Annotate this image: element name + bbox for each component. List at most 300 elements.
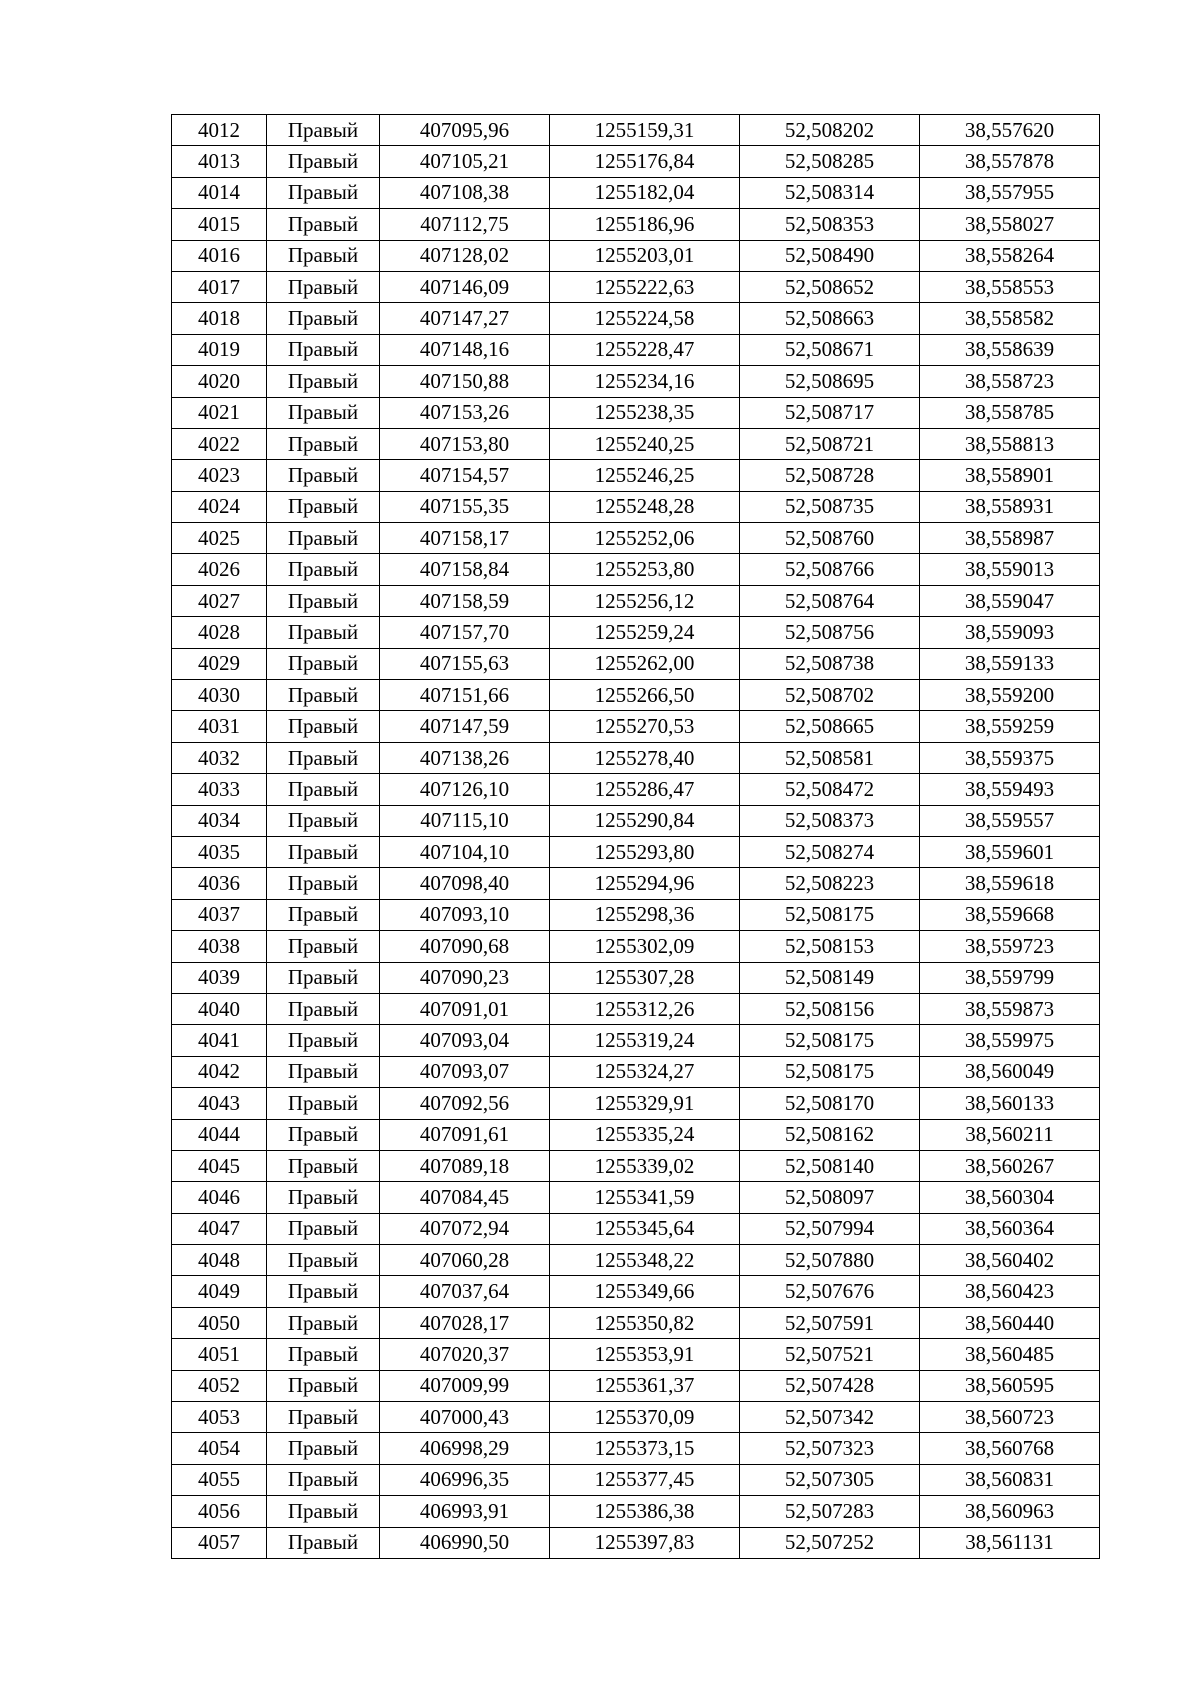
side-cell: Правый <box>267 1527 380 1558</box>
y-coordinate-cell: 1255259,24 <box>550 617 740 648</box>
x-coordinate-cell: 407126,10 <box>380 774 550 805</box>
table-row <box>172 1119 1100 1150</box>
x-coordinate-cell: 407158,84 <box>380 554 550 585</box>
x-coordinate-cell: 407147,27 <box>380 303 550 334</box>
table-row <box>172 805 1100 836</box>
table-row <box>172 460 1100 491</box>
y-coordinate-cell: 1255329,91 <box>550 1088 740 1119</box>
longitude-cell: 38,558901 <box>920 460 1100 491</box>
longitude-cell: 38,558931 <box>920 491 1100 522</box>
y-coordinate-cell: 1255266,50 <box>550 680 740 711</box>
table-row <box>172 303 1100 334</box>
latitude-cell: 52,507521 <box>740 1339 920 1370</box>
table-row <box>172 836 1100 867</box>
table-row <box>172 711 1100 742</box>
point-number-cell: 4014 <box>172 177 267 208</box>
point-number-cell: 4034 <box>172 805 267 836</box>
longitude-cell: 38,559668 <box>920 899 1100 930</box>
longitude-cell: 38,559200 <box>920 680 1100 711</box>
y-coordinate-cell: 1255294,96 <box>550 868 740 899</box>
longitude-cell: 38,558582 <box>920 303 1100 334</box>
x-coordinate-cell: 407092,56 <box>380 1088 550 1119</box>
latitude-cell: 52,508223 <box>740 868 920 899</box>
table-row <box>172 742 1100 773</box>
side-cell: Правый <box>267 1119 380 1150</box>
coordinates-table-body <box>172 115 1100 1559</box>
side-cell: Правый <box>267 805 380 836</box>
longitude-cell: 38,560831 <box>920 1464 1100 1495</box>
latitude-cell: 52,508285 <box>740 146 920 177</box>
table-row <box>172 1213 1100 1244</box>
latitude-cell: 52,507880 <box>740 1245 920 1276</box>
x-coordinate-cell: 407084,45 <box>380 1182 550 1213</box>
x-coordinate-cell: 407108,38 <box>380 177 550 208</box>
point-number-cell: 4040 <box>172 993 267 1024</box>
table-row <box>172 680 1100 711</box>
point-number-cell: 4054 <box>172 1433 267 1464</box>
side-cell: Правый <box>267 774 380 805</box>
point-number-cell: 4020 <box>172 366 267 397</box>
latitude-cell: 52,507591 <box>740 1307 920 1338</box>
table-row <box>172 1433 1100 1464</box>
y-coordinate-cell: 1255350,82 <box>550 1307 740 1338</box>
latitude-cell: 52,508097 <box>740 1182 920 1213</box>
longitude-cell: 38,559375 <box>920 742 1100 773</box>
longitude-cell: 38,560963 <box>920 1496 1100 1527</box>
x-coordinate-cell: 407009,99 <box>380 1370 550 1401</box>
y-coordinate-cell: 1255248,28 <box>550 491 740 522</box>
point-number-cell: 4053 <box>172 1402 267 1433</box>
x-coordinate-cell: 407158,17 <box>380 523 550 554</box>
table-row <box>172 648 1100 679</box>
side-cell: Правый <box>267 334 380 365</box>
point-number-cell: 4025 <box>172 523 267 554</box>
point-number-cell: 4044 <box>172 1119 267 1150</box>
y-coordinate-cell: 1255339,02 <box>550 1150 740 1181</box>
latitude-cell: 52,508581 <box>740 742 920 773</box>
table-row <box>172 523 1100 554</box>
longitude-cell: 38,560423 <box>920 1276 1100 1307</box>
latitude-cell: 52,508153 <box>740 931 920 962</box>
table-row <box>172 366 1100 397</box>
latitude-cell: 52,508175 <box>740 1056 920 1087</box>
longitude-cell: 38,559493 <box>920 774 1100 805</box>
longitude-cell: 38,558639 <box>920 334 1100 365</box>
x-coordinate-cell: 407104,10 <box>380 836 550 867</box>
x-coordinate-cell: 407153,26 <box>380 397 550 428</box>
table-row <box>172 240 1100 271</box>
x-coordinate-cell: 407091,01 <box>380 993 550 1024</box>
side-cell: Правый <box>267 1245 380 1276</box>
x-coordinate-cell: 407148,16 <box>380 334 550 365</box>
side-cell: Правый <box>267 1088 380 1119</box>
table-row <box>172 1307 1100 1338</box>
latitude-cell: 52,508175 <box>740 899 920 930</box>
table-row <box>172 1464 1100 1495</box>
side-cell: Правый <box>267 993 380 1024</box>
y-coordinate-cell: 1255234,16 <box>550 366 740 397</box>
y-coordinate-cell: 1255302,09 <box>550 931 740 962</box>
longitude-cell: 38,559259 <box>920 711 1100 742</box>
point-number-cell: 4056 <box>172 1496 267 1527</box>
longitude-cell: 38,559093 <box>920 617 1100 648</box>
latitude-cell: 52,508170 <box>740 1088 920 1119</box>
latitude-cell: 52,507994 <box>740 1213 920 1244</box>
x-coordinate-cell: 407060,28 <box>380 1245 550 1276</box>
latitude-cell: 52,507323 <box>740 1433 920 1464</box>
x-coordinate-cell: 407028,17 <box>380 1307 550 1338</box>
y-coordinate-cell: 1255159,31 <box>550 115 740 146</box>
x-coordinate-cell: 407105,21 <box>380 146 550 177</box>
y-coordinate-cell: 1255256,12 <box>550 585 740 616</box>
latitude-cell: 52,508766 <box>740 554 920 585</box>
y-coordinate-cell: 1255370,09 <box>550 1402 740 1433</box>
side-cell: Правый <box>267 271 380 302</box>
longitude-cell: 38,560402 <box>920 1245 1100 1276</box>
latitude-cell: 52,508175 <box>740 1025 920 1056</box>
table-row <box>172 868 1100 899</box>
point-number-cell: 4013 <box>172 146 267 177</box>
x-coordinate-cell: 406990,50 <box>380 1527 550 1558</box>
point-number-cell: 4035 <box>172 836 267 867</box>
point-number-cell: 4055 <box>172 1464 267 1495</box>
side-cell: Правый <box>267 240 380 271</box>
side-cell: Правый <box>267 1496 380 1527</box>
table-row <box>172 899 1100 930</box>
side-cell: Правый <box>267 868 380 899</box>
table-row <box>172 617 1100 648</box>
y-coordinate-cell: 1255182,04 <box>550 177 740 208</box>
latitude-cell: 52,508728 <box>740 460 920 491</box>
x-coordinate-cell: 407090,23 <box>380 962 550 993</box>
side-cell: Правый <box>267 836 380 867</box>
side-cell: Правый <box>267 931 380 962</box>
side-cell: Правый <box>267 115 380 146</box>
table-row <box>172 962 1100 993</box>
side-cell: Правый <box>267 366 380 397</box>
longitude-cell: 38,560485 <box>920 1339 1100 1370</box>
latitude-cell: 52,508202 <box>740 115 920 146</box>
x-coordinate-cell: 407147,59 <box>380 711 550 742</box>
y-coordinate-cell: 1255246,25 <box>550 460 740 491</box>
latitude-cell: 52,508738 <box>740 648 920 679</box>
point-number-cell: 4037 <box>172 899 267 930</box>
longitude-cell: 38,560304 <box>920 1182 1100 1213</box>
longitude-cell: 38,558264 <box>920 240 1100 271</box>
table-row <box>172 1150 1100 1181</box>
latitude-cell: 52,508665 <box>740 711 920 742</box>
y-coordinate-cell: 1255377,45 <box>550 1464 740 1495</box>
side-cell: Правый <box>267 397 380 428</box>
point-number-cell: 4019 <box>172 334 267 365</box>
latitude-cell: 52,508162 <box>740 1119 920 1150</box>
side-cell: Правый <box>267 209 380 240</box>
longitude-cell: 38,560211 <box>920 1119 1100 1150</box>
longitude-cell: 38,559133 <box>920 648 1100 679</box>
latitude-cell: 52,508472 <box>740 774 920 805</box>
y-coordinate-cell: 1255252,06 <box>550 523 740 554</box>
table-row <box>172 334 1100 365</box>
side-cell: Правый <box>267 1339 380 1370</box>
point-number-cell: 4052 <box>172 1370 267 1401</box>
latitude-cell: 52,508717 <box>740 397 920 428</box>
latitude-cell: 52,507342 <box>740 1402 920 1433</box>
point-number-cell: 4050 <box>172 1307 267 1338</box>
y-coordinate-cell: 1255335,24 <box>550 1119 740 1150</box>
latitude-cell: 52,508764 <box>740 585 920 616</box>
table-row <box>172 491 1100 522</box>
table-row <box>172 1276 1100 1307</box>
longitude-cell: 38,558027 <box>920 209 1100 240</box>
point-number-cell: 4032 <box>172 742 267 773</box>
y-coordinate-cell: 1255222,63 <box>550 271 740 302</box>
y-coordinate-cell: 1255262,00 <box>550 648 740 679</box>
latitude-cell: 52,508373 <box>740 805 920 836</box>
side-cell: Правый <box>267 1464 380 1495</box>
side-cell: Правый <box>267 648 380 679</box>
table-row <box>172 271 1100 302</box>
point-number-cell: 4021 <box>172 397 267 428</box>
y-coordinate-cell: 1255397,83 <box>550 1527 740 1558</box>
side-cell: Правый <box>267 962 380 993</box>
point-number-cell: 4057 <box>172 1527 267 1558</box>
side-cell: Правый <box>267 711 380 742</box>
x-coordinate-cell: 407112,75 <box>380 209 550 240</box>
y-coordinate-cell: 1255345,64 <box>550 1213 740 1244</box>
x-coordinate-cell: 407155,63 <box>380 648 550 679</box>
longitude-cell: 38,561131 <box>920 1527 1100 1558</box>
x-coordinate-cell: 406993,91 <box>380 1496 550 1527</box>
x-coordinate-cell: 407020,37 <box>380 1339 550 1370</box>
side-cell: Правый <box>267 1307 380 1338</box>
x-coordinate-cell: 407157,70 <box>380 617 550 648</box>
point-number-cell: 4028 <box>172 617 267 648</box>
y-coordinate-cell: 1255341,59 <box>550 1182 740 1213</box>
y-coordinate-cell: 1255324,27 <box>550 1056 740 1087</box>
longitude-cell: 38,559618 <box>920 868 1100 899</box>
y-coordinate-cell: 1255253,80 <box>550 554 740 585</box>
side-cell: Правый <box>267 428 380 459</box>
longitude-cell: 38,560049 <box>920 1056 1100 1087</box>
table-row <box>172 993 1100 1024</box>
side-cell: Правый <box>267 899 380 930</box>
x-coordinate-cell: 407090,68 <box>380 931 550 962</box>
latitude-cell: 52,507676 <box>740 1276 920 1307</box>
table-row <box>172 1370 1100 1401</box>
point-number-cell: 4045 <box>172 1150 267 1181</box>
table-row <box>172 1402 1100 1433</box>
latitude-cell: 52,508735 <box>740 491 920 522</box>
point-number-cell: 4029 <box>172 648 267 679</box>
y-coordinate-cell: 1255373,15 <box>550 1433 740 1464</box>
side-cell: Правый <box>267 177 380 208</box>
y-coordinate-cell: 1255349,66 <box>550 1276 740 1307</box>
side-cell: Правый <box>267 1182 380 1213</box>
longitude-cell: 38,559013 <box>920 554 1100 585</box>
table-row <box>172 1025 1100 1056</box>
point-number-cell: 4038 <box>172 931 267 962</box>
longitude-cell: 38,559799 <box>920 962 1100 993</box>
y-coordinate-cell: 1255307,28 <box>550 962 740 993</box>
x-coordinate-cell: 407000,43 <box>380 1402 550 1433</box>
table-row <box>172 774 1100 805</box>
latitude-cell: 52,508140 <box>740 1150 920 1181</box>
table-row <box>172 1339 1100 1370</box>
x-coordinate-cell: 406998,29 <box>380 1433 550 1464</box>
y-coordinate-cell: 1255293,80 <box>550 836 740 867</box>
point-number-cell: 4012 <box>172 115 267 146</box>
longitude-cell: 38,560723 <box>920 1402 1100 1433</box>
point-number-cell: 4017 <box>172 271 267 302</box>
longitude-cell: 38,560133 <box>920 1088 1100 1119</box>
y-coordinate-cell: 1255348,22 <box>550 1245 740 1276</box>
latitude-cell: 52,507252 <box>740 1527 920 1558</box>
y-coordinate-cell: 1255386,38 <box>550 1496 740 1527</box>
longitude-cell: 38,560364 <box>920 1213 1100 1244</box>
latitude-cell: 52,508490 <box>740 240 920 271</box>
point-number-cell: 4041 <box>172 1025 267 1056</box>
point-number-cell: 4015 <box>172 209 267 240</box>
x-coordinate-cell: 407091,61 <box>380 1119 550 1150</box>
longitude-cell: 38,557620 <box>920 115 1100 146</box>
table-row <box>172 1088 1100 1119</box>
latitude-cell: 52,507428 <box>740 1370 920 1401</box>
y-coordinate-cell: 1255186,96 <box>550 209 740 240</box>
y-coordinate-cell: 1255176,84 <box>550 146 740 177</box>
side-cell: Правый <box>267 680 380 711</box>
longitude-cell: 38,560595 <box>920 1370 1100 1401</box>
x-coordinate-cell: 407098,40 <box>380 868 550 899</box>
longitude-cell: 38,559047 <box>920 585 1100 616</box>
latitude-cell: 52,508149 <box>740 962 920 993</box>
table-row <box>172 1496 1100 1527</box>
side-cell: Правый <box>267 491 380 522</box>
y-coordinate-cell: 1255319,24 <box>550 1025 740 1056</box>
longitude-cell: 38,558813 <box>920 428 1100 459</box>
x-coordinate-cell: 407093,10 <box>380 899 550 930</box>
side-cell: Правый <box>267 1370 380 1401</box>
point-number-cell: 4047 <box>172 1213 267 1244</box>
longitude-cell: 38,560440 <box>920 1307 1100 1338</box>
y-coordinate-cell: 1255361,37 <box>550 1370 740 1401</box>
table-row <box>172 931 1100 962</box>
point-number-cell: 4018 <box>172 303 267 334</box>
point-number-cell: 4048 <box>172 1245 267 1276</box>
latitude-cell: 52,508156 <box>740 993 920 1024</box>
side-cell: Правый <box>267 1056 380 1087</box>
longitude-cell: 38,559873 <box>920 993 1100 1024</box>
side-cell: Правый <box>267 146 380 177</box>
side-cell: Правый <box>267 742 380 773</box>
longitude-cell: 38,558785 <box>920 397 1100 428</box>
y-coordinate-cell: 1255353,91 <box>550 1339 740 1370</box>
side-cell: Правый <box>267 1025 380 1056</box>
latitude-cell: 52,508671 <box>740 334 920 365</box>
point-number-cell: 4051 <box>172 1339 267 1370</box>
table-row <box>172 1527 1100 1558</box>
side-cell: Правый <box>267 1276 380 1307</box>
x-coordinate-cell: 407138,26 <box>380 742 550 773</box>
table-row <box>172 1056 1100 1087</box>
table-row <box>172 115 1100 146</box>
latitude-cell: 52,507283 <box>740 1496 920 1527</box>
longitude-cell: 38,558553 <box>920 271 1100 302</box>
longitude-cell: 38,557878 <box>920 146 1100 177</box>
side-cell: Правый <box>267 1402 380 1433</box>
y-coordinate-cell: 1255312,26 <box>550 993 740 1024</box>
x-coordinate-cell: 407072,94 <box>380 1213 550 1244</box>
longitude-cell: 38,559723 <box>920 931 1100 962</box>
longitude-cell: 38,560768 <box>920 1433 1100 1464</box>
coordinates-table <box>171 114 1100 1559</box>
x-coordinate-cell: 406996,35 <box>380 1464 550 1495</box>
x-coordinate-cell: 407128,02 <box>380 240 550 271</box>
x-coordinate-cell: 407115,10 <box>380 805 550 836</box>
latitude-cell: 52,508652 <box>740 271 920 302</box>
table-row <box>172 209 1100 240</box>
table-row <box>172 146 1100 177</box>
longitude-cell: 38,558723 <box>920 366 1100 397</box>
side-cell: Правый <box>267 1213 380 1244</box>
y-coordinate-cell: 1255286,47 <box>550 774 740 805</box>
y-coordinate-cell: 1255224,58 <box>550 303 740 334</box>
point-number-cell: 4030 <box>172 680 267 711</box>
x-coordinate-cell: 407093,07 <box>380 1056 550 1087</box>
x-coordinate-cell: 407151,66 <box>380 680 550 711</box>
point-number-cell: 4022 <box>172 428 267 459</box>
point-number-cell: 4039 <box>172 962 267 993</box>
side-cell: Правый <box>267 460 380 491</box>
x-coordinate-cell: 407155,35 <box>380 491 550 522</box>
point-number-cell: 4027 <box>172 585 267 616</box>
latitude-cell: 52,507305 <box>740 1464 920 1495</box>
side-cell: Правый <box>267 523 380 554</box>
point-number-cell: 4026 <box>172 554 267 585</box>
point-number-cell: 4036 <box>172 868 267 899</box>
side-cell: Правый <box>267 585 380 616</box>
longitude-cell: 38,559557 <box>920 805 1100 836</box>
table-row <box>172 1245 1100 1276</box>
x-coordinate-cell: 407154,57 <box>380 460 550 491</box>
point-number-cell: 4043 <box>172 1088 267 1119</box>
y-coordinate-cell: 1255278,40 <box>550 742 740 773</box>
latitude-cell: 52,508721 <box>740 428 920 459</box>
table-row <box>172 1182 1100 1213</box>
latitude-cell: 52,508702 <box>740 680 920 711</box>
latitude-cell: 52,508695 <box>740 366 920 397</box>
x-coordinate-cell: 407158,59 <box>380 585 550 616</box>
side-cell: Правый <box>267 1433 380 1464</box>
x-coordinate-cell: 407093,04 <box>380 1025 550 1056</box>
point-number-cell: 4023 <box>172 460 267 491</box>
point-number-cell: 4016 <box>172 240 267 271</box>
latitude-cell: 52,508756 <box>740 617 920 648</box>
x-coordinate-cell: 407095,96 <box>380 115 550 146</box>
y-coordinate-cell: 1255238,35 <box>550 397 740 428</box>
table-row <box>172 428 1100 459</box>
table-row <box>172 397 1100 428</box>
table-row <box>172 554 1100 585</box>
x-coordinate-cell: 407153,80 <box>380 428 550 459</box>
x-coordinate-cell: 407089,18 <box>380 1150 550 1181</box>
y-coordinate-cell: 1255298,36 <box>550 899 740 930</box>
longitude-cell: 38,558987 <box>920 523 1100 554</box>
longitude-cell: 38,559601 <box>920 836 1100 867</box>
x-coordinate-cell: 407037,64 <box>380 1276 550 1307</box>
longitude-cell: 38,557955 <box>920 177 1100 208</box>
longitude-cell: 38,560267 <box>920 1150 1100 1181</box>
y-coordinate-cell: 1255240,25 <box>550 428 740 459</box>
